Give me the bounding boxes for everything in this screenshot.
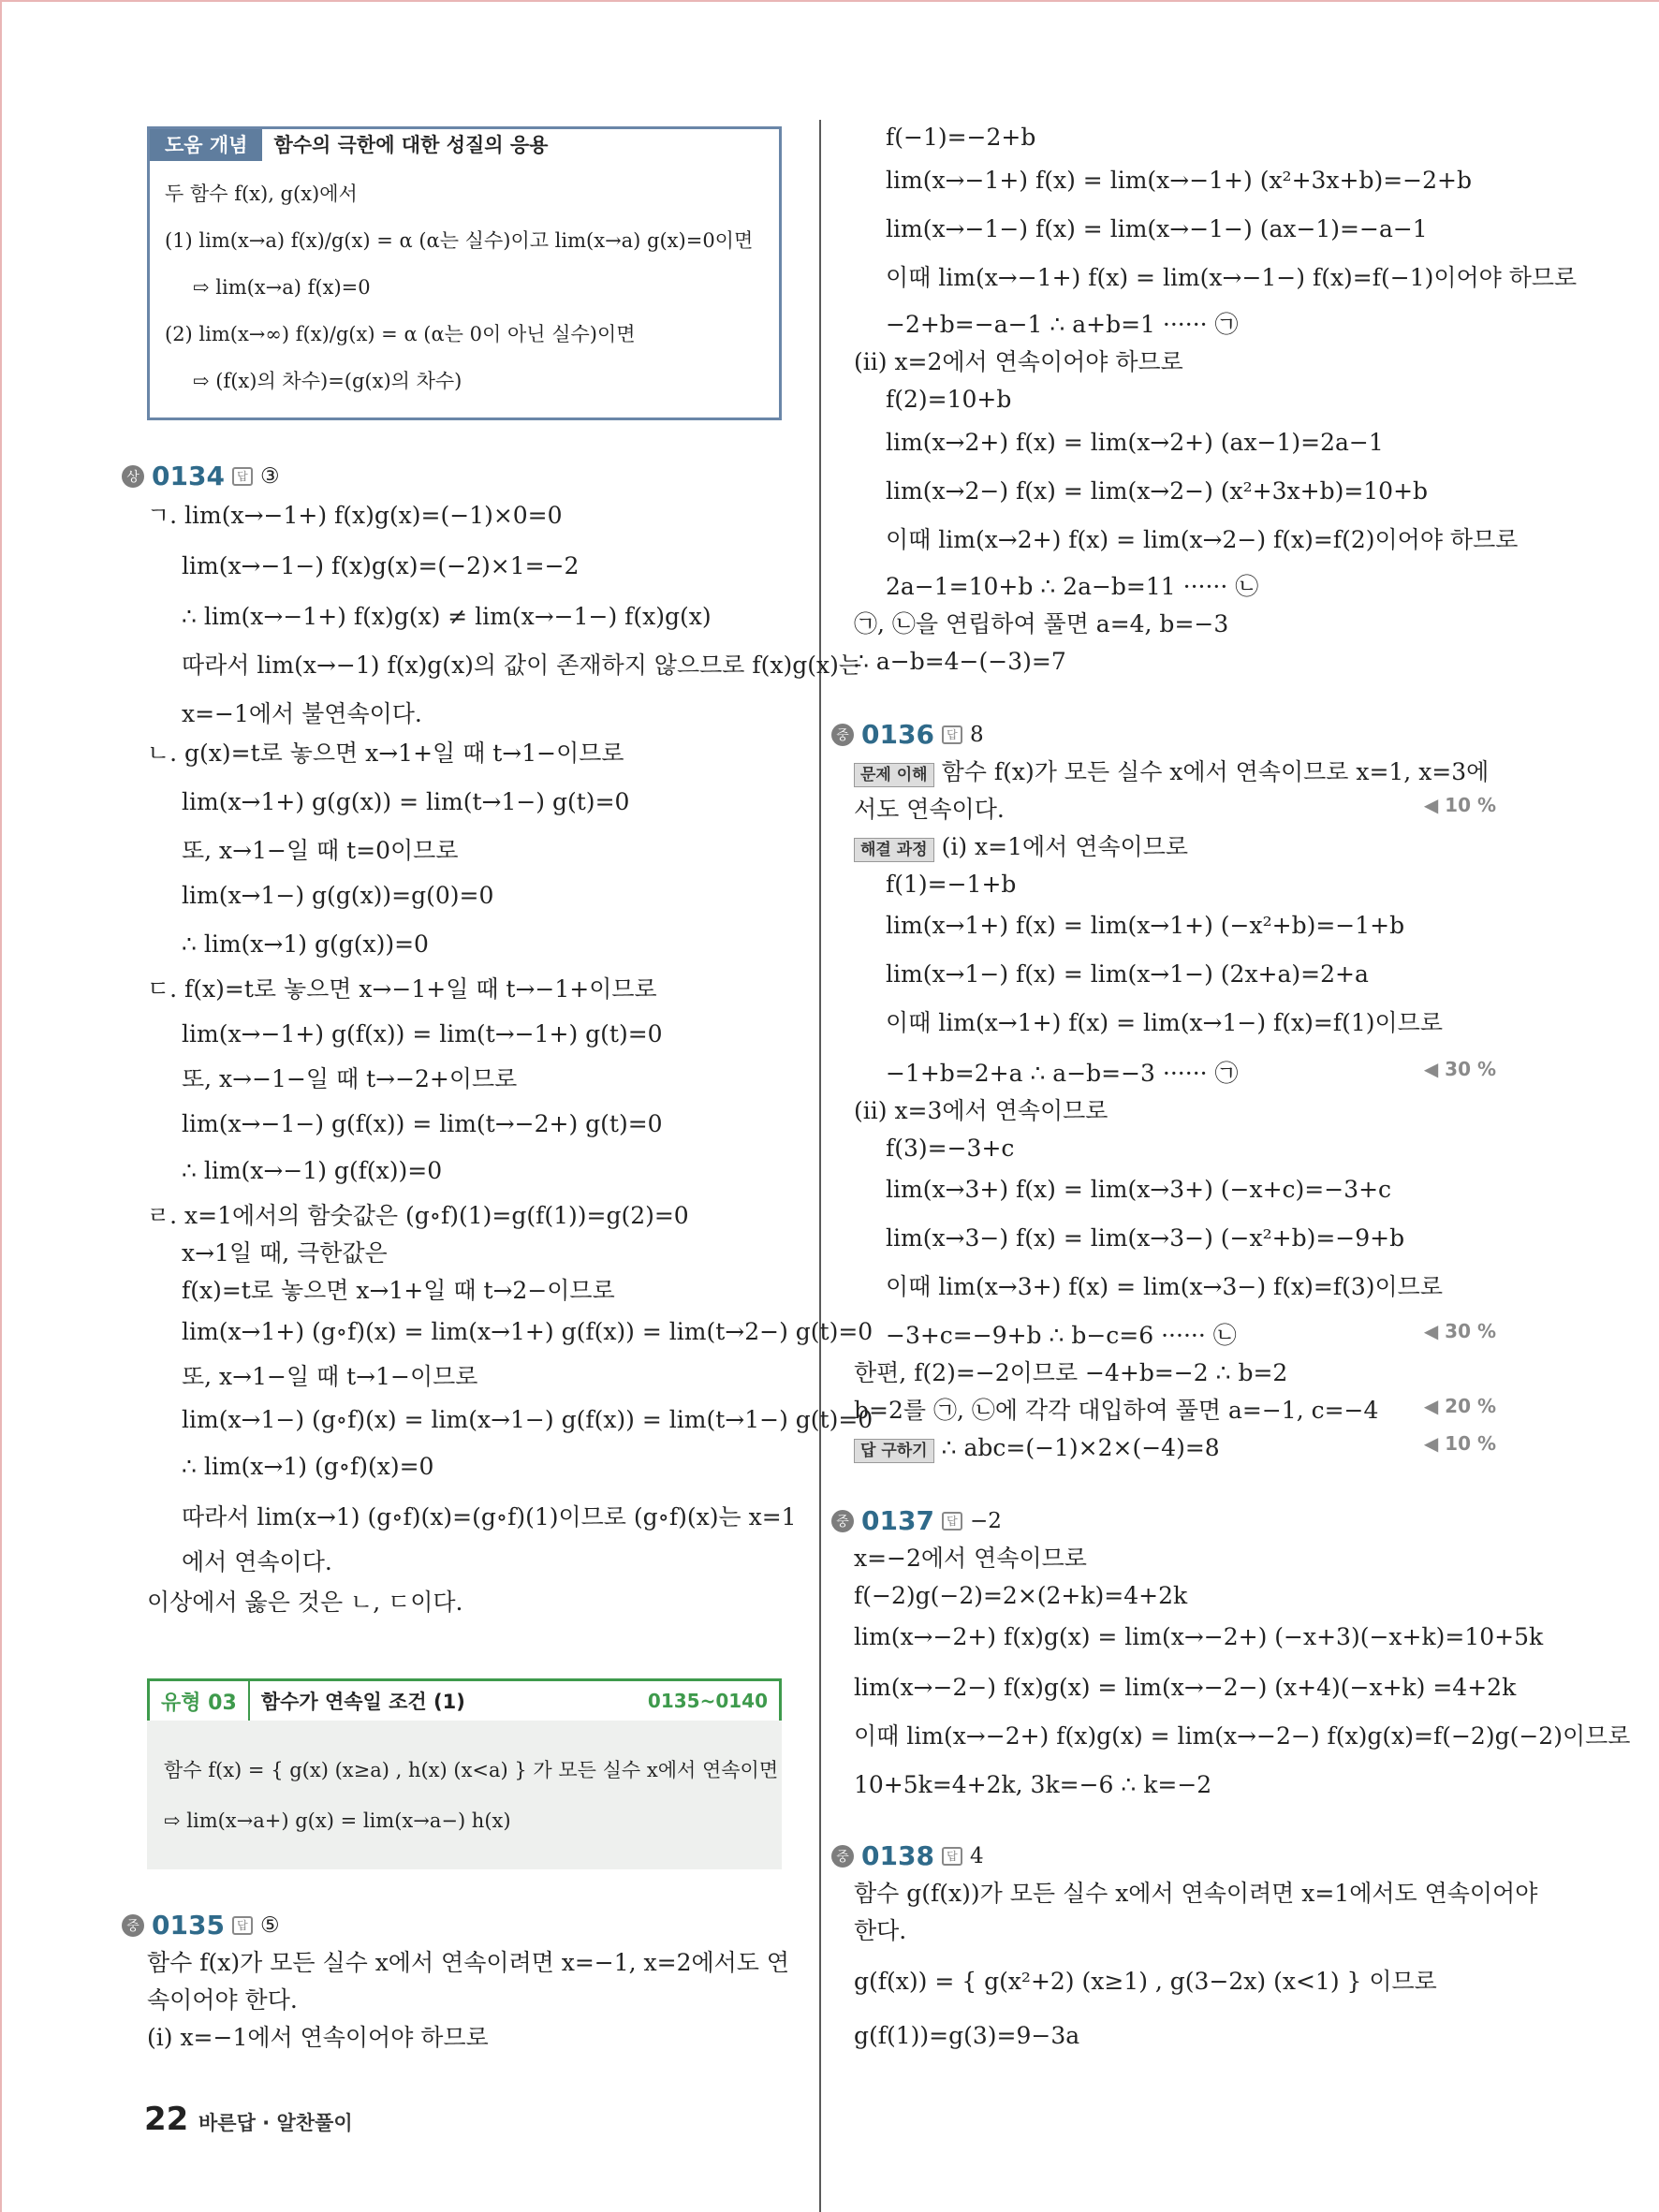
solution-line: f(3)=−3+c bbox=[886, 1135, 1015, 1162]
answer-value: ③ bbox=[259, 463, 280, 489]
solution-line: (i) x=−1에서 연속이어야 하므로 bbox=[147, 2024, 489, 2051]
answer-value: −2 bbox=[969, 1508, 1002, 1533]
solution-line: 따라서 lim(x→−1) f(x)g(x)의 값이 존재하지 않으므로 f(x)g(x)는 bbox=[182, 652, 861, 679]
solution-line: −3+c=−9+b ∴ b−c=6 ······ ㉡ bbox=[886, 1322, 1237, 1349]
solution-line: lim(x→1−) f(x) = lim(x→1−) (2x+a)=2+a bbox=[886, 960, 1369, 988]
difficulty-badge: 중 bbox=[831, 1510, 854, 1532]
concept-box bbox=[147, 126, 782, 420]
solution-line: (ii) x=2에서 연속이어야 하므로 bbox=[854, 348, 1183, 375]
solution-line bbox=[854, 756, 1489, 788]
solution-line: −1+b=2+a ∴ a−b=−3 ······ ㉠ bbox=[886, 1060, 1239, 1087]
solution-line: lim(x→−1+) f(x) = lim(x→−1+) (x²+3x+b)=−2+b bbox=[886, 167, 1472, 194]
solution-line: lim(x→−1−) f(x) = lim(x→−1−) (ax−1)=−a−1 bbox=[886, 215, 1428, 242]
score-percent: ◀ 30 % bbox=[1423, 1320, 1496, 1342]
solution-line: ∴ lim(x→1) g(g(x))=0 bbox=[182, 930, 429, 958]
solution-line: 또, x→1−일 때 t=0이므로 bbox=[182, 837, 459, 864]
solution-line: 한다. bbox=[854, 1917, 907, 1944]
concept-title: 함수의 극한에 대한 성질의 응용 bbox=[273, 134, 549, 156]
question-0136-header bbox=[831, 719, 984, 750]
solution-line: ㄹ. x=1에서의 함숫값은 (g∘f)(1)=g(f(1))=g(2)=0 bbox=[147, 1202, 689, 1229]
solution-line: 또, x→−1−일 때 t→−2+이므로 bbox=[182, 1065, 518, 1092]
solution-line bbox=[854, 1432, 1220, 1464]
answer-icon: 답 bbox=[942, 725, 962, 744]
solution-line: 한편, f(2)=−2이므로 −4+b=−2 ∴ b=2 bbox=[854, 1359, 1288, 1386]
solution-line: lim(x→−1+) g(f(x)) = lim(t→−1+) g(t)=0 bbox=[182, 1020, 663, 1047]
step-label: 문제 이해 bbox=[854, 763, 934, 787]
solution-line: 서도 연속이다. bbox=[854, 796, 1005, 823]
solution-line: 이때 lim(x→−2+) f(x)g(x) = lim(x→−2−) f(x)g(x)=f(−2)g(−2)이므로 bbox=[854, 1722, 1631, 1750]
question-number: 0136 bbox=[861, 719, 934, 750]
solution-line: ∴ lim(x→1) (g∘f)(x)=0 bbox=[182, 1453, 434, 1480]
solution-line: f(x)=t로 놓으면 x→1+일 때 t→2−이므로 bbox=[182, 1277, 615, 1304]
difficulty-badge: 중 bbox=[122, 1914, 144, 1937]
solution-line: lim(x→1+) f(x) = lim(x→1+) (−x²+b)=−1+b bbox=[886, 912, 1405, 939]
solution-line: lim(x→1−) (g∘f)(x) = lim(x→1−) g(f(x)) = lim(t→1−) g(t)=0 bbox=[182, 1406, 874, 1433]
question-0135-header bbox=[122, 1910, 280, 1941]
solution-line: lim(x→2+) f(x) = lim(x→2+) (ax−1)=2a−1 bbox=[886, 429, 1384, 456]
score-percent: ◀ 20 % bbox=[1423, 1395, 1496, 1417]
solution-line: 10+5k=4+2k, 3k=−6 ∴ k=−2 bbox=[854, 1771, 1212, 1798]
type-box bbox=[147, 1678, 782, 1869]
solution-line: lim(x→2−) f(x) = lim(x→2−) (x²+3x+b)=10+b bbox=[886, 477, 1429, 505]
step-label: 해결 과정 bbox=[854, 838, 934, 862]
question-number: 0134 bbox=[152, 461, 225, 491]
solution-line: ∴ lim(x→−1) g(f(x))=0 bbox=[182, 1157, 443, 1184]
solution-line: lim(x→−2−) f(x)g(x) = lim(x→−2−) (x+4)(−x+k) =4+2k bbox=[854, 1674, 1517, 1701]
concept-line: (1) lim(x→a) f(x)/g(x) = α (α는 실수)이고 lim(x→a) g(x)=0이면 bbox=[165, 229, 754, 252]
solution-line: −2+b=−a−1 ∴ a+b=1 ······ ㉠ bbox=[886, 311, 1239, 338]
type-line: ⇨ lim(x→a+) g(x) = lim(x→a−) h(x) bbox=[164, 1809, 511, 1832]
solution-line: x=−1에서 불연속이다. bbox=[182, 700, 422, 727]
solution-line: ㄷ. f(x)=t로 놓으면 x→−1+일 때 t→−1+이므로 bbox=[147, 975, 657, 1003]
type-line: 함수 f(x) = { g(x) (x≥a) , h(x) (x<a) } 가 모든 실수 x에서 연속이면 bbox=[164, 1759, 779, 1781]
concept-line: 두 함수 f(x), g(x)에서 bbox=[165, 183, 358, 205]
solution-line: f(1)=−1+b bbox=[886, 871, 1017, 898]
answer-value: ⑤ bbox=[259, 1912, 280, 1938]
solution-line bbox=[854, 831, 1188, 863]
solution-line: x=−2에서 연속이므로 bbox=[854, 1545, 1087, 1572]
type-range: 0135~0140 bbox=[647, 1690, 768, 1712]
score-percent: ◀ 10 % bbox=[1423, 1432, 1496, 1455]
answer-value: 8 bbox=[969, 722, 984, 747]
question-0137-header bbox=[831, 1505, 1002, 1536]
solution-line: lim(x→−2+) f(x)g(x) = lim(x→−2+) (−x+3)(−x+k)=10+5k bbox=[854, 1623, 1544, 1650]
column-divider bbox=[819, 120, 821, 2212]
question-0134-header bbox=[122, 461, 280, 491]
solution-line: ㄱ. lim(x→−1+) f(x)g(x)=(−1)×0=0 bbox=[147, 502, 563, 529]
solution-line: 함수 g(f(x))가 모든 실수 x에서 연속이려면 x=1에서도 연속이어야 bbox=[854, 1880, 1538, 1907]
solution-line: x→1일 때, 극한값은 bbox=[182, 1239, 388, 1267]
type-title: 함수가 연속일 조건 (1) bbox=[260, 1691, 465, 1713]
solution-line: 이때 lim(x→−1+) f(x) = lim(x→−1−) f(x)=f(−1)이어야 하므로 bbox=[886, 264, 1578, 291]
concept-line: ⇨ (f(x)의 차수)=(g(x)의 차수) bbox=[193, 370, 462, 392]
concept-box-header bbox=[150, 129, 548, 161]
difficulty-badge: 상 bbox=[122, 465, 144, 488]
solution-line: ∴ lim(x→−1+) f(x)g(x) ≠ lim(x→−1−) f(x)g(x) bbox=[182, 603, 712, 630]
solution-line: 이때 lim(x→3+) f(x) = lim(x→3−) f(x)=f(3)이므로 bbox=[886, 1273, 1443, 1300]
book-title: 바른답 · 알찬풀이 bbox=[198, 2112, 353, 2134]
solution-line: f(−1)=−2+b bbox=[886, 124, 1036, 151]
solution-text: 함수 f(x)가 모든 실수 x에서 연속이므로 x=1, x=3에 bbox=[941, 758, 1490, 785]
type-box-body bbox=[147, 1721, 782, 1869]
solution-text: (i) x=1에서 연속이므로 bbox=[941, 833, 1189, 860]
solution-line: lim(x→3−) f(x) = lim(x→3−) (−x²+b)=−9+b bbox=[886, 1224, 1405, 1252]
solution-line: lim(x→1−) g(g(x))=g(0)=0 bbox=[182, 882, 494, 909]
answer-icon: 답 bbox=[942, 1512, 962, 1531]
answer-icon: 답 bbox=[942, 1847, 962, 1866]
solution-line: 속이어야 한다. bbox=[147, 1986, 298, 2014]
difficulty-badge: 중 bbox=[831, 1845, 854, 1868]
solution-line: ㄴ. g(x)=t로 놓으면 x→1+일 때 t→1−이므로 bbox=[147, 740, 624, 767]
solution-line: 2a−1=10+b ∴ 2a−b=11 ······ ㉡ bbox=[886, 573, 1259, 600]
solution-line: g(f(1))=g(3)=9−3a bbox=[854, 2022, 1080, 2049]
solution-line: lim(x→3+) f(x) = lim(x→3+) (−x+c)=−3+c bbox=[886, 1176, 1392, 1203]
type-box-header bbox=[150, 1681, 779, 1721]
solution-line: ∴ a−b=4−(−3)=7 bbox=[854, 648, 1066, 675]
solution-line: lim(x→1+) (g∘f)(x) = lim(x→1+) g(f(x)) = lim(t→2−) g(t)=0 bbox=[182, 1318, 874, 1345]
page-number: 22 bbox=[144, 2101, 189, 2138]
answer-icon: 답 bbox=[232, 1916, 253, 1935]
score-percent: ◀ 10 % bbox=[1423, 794, 1496, 816]
score-percent: ◀ 30 % bbox=[1423, 1058, 1496, 1080]
question-number: 0137 bbox=[861, 1505, 934, 1536]
solution-line: lim(x→−1−) f(x)g(x)=(−2)×1=−2 bbox=[182, 552, 580, 579]
page-edge-left bbox=[0, 0, 2, 2212]
solution-line: 따라서 lim(x→1) (g∘f)(x)=(g∘f)(1)이므로 (g∘f)(x)는 x=1 bbox=[182, 1503, 797, 1531]
concept-tag: 도움 개념 bbox=[150, 129, 262, 161]
question-number: 0138 bbox=[861, 1840, 934, 1871]
solution-line: lim(x→−1−) g(f(x)) = lim(t→−2+) g(t)=0 bbox=[182, 1110, 663, 1137]
answer-value: 4 bbox=[969, 1843, 984, 1868]
question-number: 0135 bbox=[152, 1910, 225, 1941]
type-label: 유형 03 bbox=[150, 1681, 250, 1721]
concept-line: ⇨ lim(x→a) f(x)=0 bbox=[193, 276, 371, 299]
solution-line: b=2를 ㉠, ㉡에 각각 대입하여 풀면 a=−1, c=−4 bbox=[854, 1397, 1379, 1424]
page-edge-top bbox=[0, 0, 1659, 2]
step-label: 답 구하기 bbox=[854, 1439, 934, 1463]
solution-line: 또, x→1−일 때 t→1−이므로 bbox=[182, 1363, 478, 1390]
solution-text: ∴ abc=(−1)×2×(−4)=8 bbox=[941, 1434, 1220, 1461]
difficulty-badge: 중 bbox=[831, 724, 854, 746]
solution-line: 함수 f(x)가 모든 실수 x에서 연속이려면 x=−1, x=2에서도 연 bbox=[147, 1949, 790, 1976]
solution-line: lim(x→1+) g(g(x)) = lim(t→1−) g(t)=0 bbox=[182, 788, 630, 815]
solution-line: f(−2)g(−2)=2×(2+k)=4+2k bbox=[854, 1582, 1188, 1609]
solution-line: 이때 lim(x→2+) f(x) = lim(x→2−) f(x)=f(2)이어야 하므로 bbox=[886, 526, 1519, 553]
solution-line: 이때 lim(x→1+) f(x) = lim(x→1−) f(x)=f(1)이므로 bbox=[886, 1009, 1443, 1036]
concept-line: (2) lim(x→∞) f(x)/g(x) = α (α는 0이 아닌 실수)이면 bbox=[165, 323, 636, 345]
solution-line: 이상에서 옳은 것은 ㄴ, ㄷ이다. bbox=[147, 1589, 463, 1616]
answer-icon: 답 bbox=[232, 467, 253, 486]
solution-line: g(f(x)) = { g(x²+2) (x≥1) , g(3−2x) (x<1) } 이므로 bbox=[854, 1968, 1437, 1995]
solution-line: f(2)=10+b bbox=[886, 386, 1012, 413]
solution-line: ㉠, ㉡을 연립하여 풀면 a=4, b=−3 bbox=[854, 610, 1229, 637]
solution-line: (ii) x=3에서 연속이므로 bbox=[854, 1097, 1108, 1124]
question-0138-header bbox=[831, 1840, 984, 1871]
solution-line: 에서 연속이다. bbox=[182, 1548, 332, 1575]
